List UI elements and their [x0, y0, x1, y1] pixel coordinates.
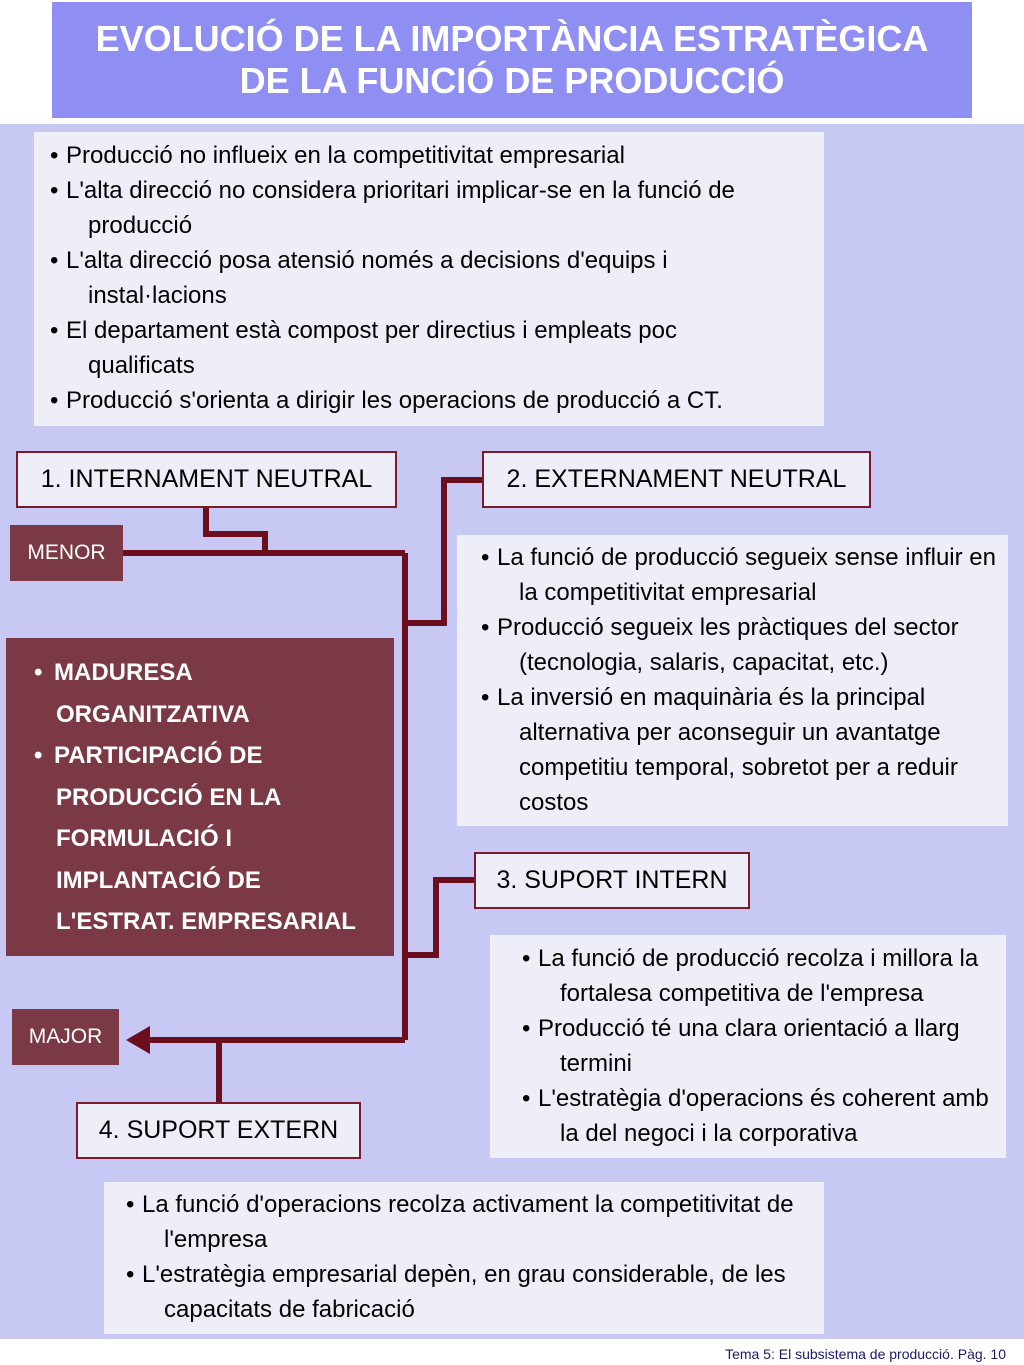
major-label: MAJOR	[28, 1025, 103, 1048]
stage-1-label: 1. INTERNAMENT NEUTRAL	[40, 465, 373, 493]
list-item: • La funció d'operacions recolza activament la competitivitat de l'empresa	[110, 1187, 820, 1257]
arrow-head-major	[126, 1026, 150, 1054]
panel-suport-extern	[104, 1182, 824, 1334]
major-tag	[12, 1009, 119, 1065]
maturity-box	[6, 638, 394, 956]
stage-4-label: 4. SUPORT EXTERN	[98, 1116, 339, 1144]
panel-suport-intern	[490, 935, 1006, 1158]
maturity-item: • MADURESA ORGANITZATIVA	[14, 652, 336, 735]
title-line-1: EVOLUCIÓ DE LA IMPORTÀNCIA ESTRATÈGICA	[95, 18, 929, 59]
menor-tag	[10, 525, 123, 581]
footer-page-number: Tema 5: El subsistema de producció. Pàg. 10	[725, 1346, 1006, 1362]
stage-2-label: 2. EXTERNAMENT NEUTRAL	[506, 465, 847, 493]
stage-1-box	[16, 451, 397, 508]
list-item: • El departament està compost per directius i empleats poc qualificats	[34, 313, 788, 383]
list-item: • Producció no influeix en la competitivitat empresarial	[34, 138, 824, 173]
list-item: • La inversió en maquinària és la principal alternativa per aconseguir un avantatge competitiu temporal, sobretot per a reduir costos	[465, 680, 1004, 820]
stage-3-label: 3. SUPORT INTERN	[496, 866, 728, 894]
list-item: • L'estratègia empresarial depèn, en grau considerable, de les capacitats de fabricació	[110, 1257, 820, 1327]
maturity-item: • PARTICIPACIÓ DE PRODUCCIÓ EN LA FORMULACIÓ I IMPLANTACIÓ DE L'ESTRAT. EMPRESARIAL	[14, 735, 386, 943]
stage-4-box	[76, 1102, 361, 1159]
list-item: • La funció de producció segueix sense influir en la competitivitat empresarial	[465, 540, 1004, 610]
connector-stage1	[206, 508, 265, 553]
title-line-2: DE LA FUNCIÓ DE PRODUCCIÓ	[239, 60, 785, 101]
list-item: • Producció segueix les pràctiques del sector (tecnologia, salaris, capacitat, etc.)	[465, 610, 1004, 680]
menor-label: MENOR	[27, 541, 106, 564]
stage-2-box	[482, 451, 871, 508]
panel-externament-neutral	[457, 535, 1008, 826]
connector-stage3	[405, 880, 476, 955]
list-item: • L'alta direcció posa atensió només a decisions d'equips i instal·lacions	[34, 243, 778, 313]
list-item: • Producció té una clara orientació a llarg termini	[506, 1011, 1002, 1081]
list-item: • Producció s'orienta a dirigir les operacions de producció a CT.	[34, 383, 824, 418]
list-item: • L'estratègia d'operacions és coherent amb la del negoci i la corporativa	[506, 1081, 1002, 1151]
list-item: • La funció de producció recolza i millora la fortalesa competitiva de l'empresa	[506, 941, 1024, 1011]
list-item: • L'alta direcció no considera prioritari implicar-se en la funció de producció	[34, 173, 833, 243]
stage-3-box	[474, 852, 750, 909]
